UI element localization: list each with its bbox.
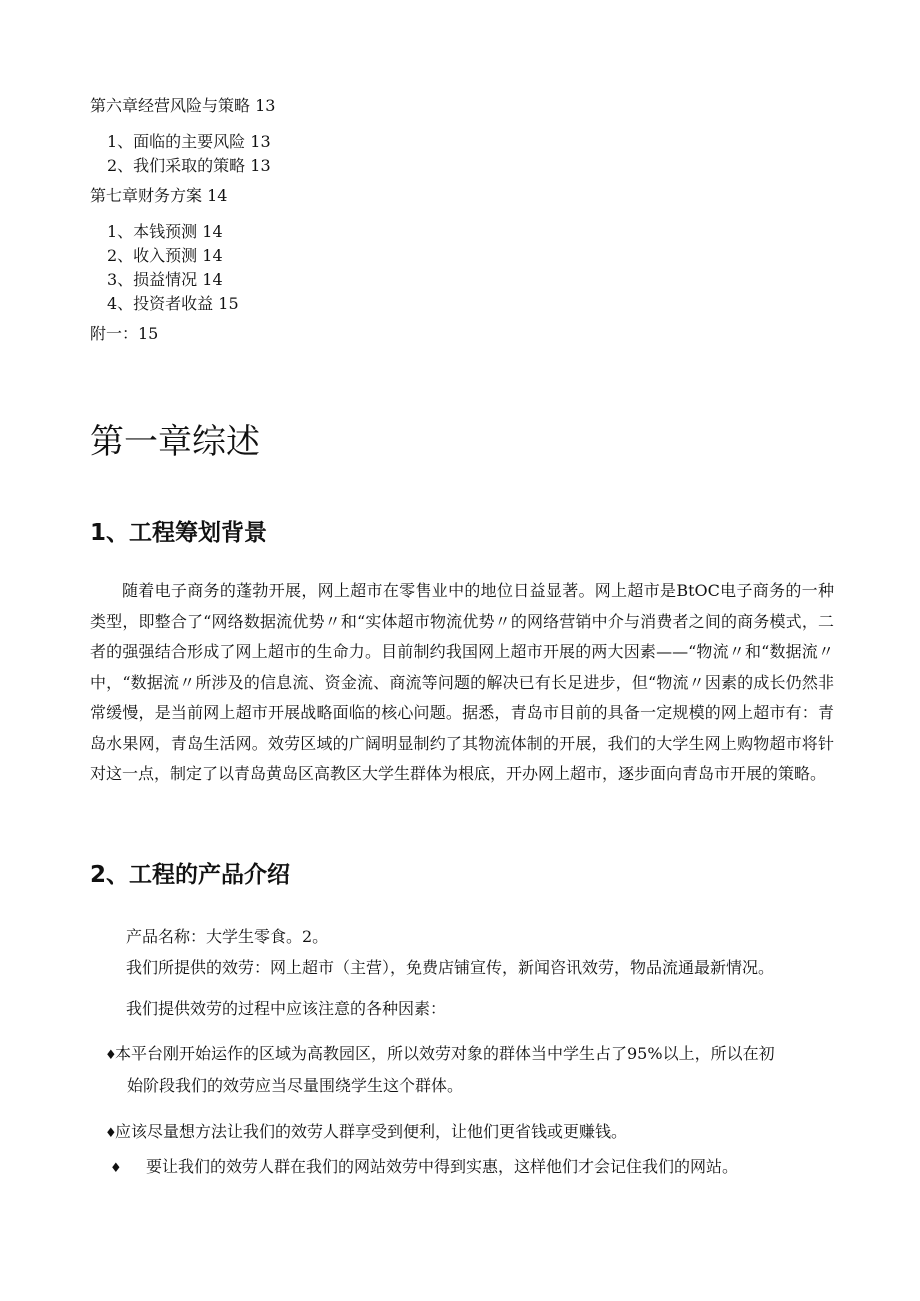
bullet-item <box>105 1117 825 1149</box>
bullet-text: 应该尽量想方法让我们的效劳人群享受到便利，让他们更省钱或更赚钱。 <box>115 1122 628 1141</box>
section-1-paragraph: 随着电子商务的蓬勃开展，网上超市在零售业中的地位日益显著。网上超市是BtOC电子商务的一种类型，即整合了“网络数据流优势〃和“实体超市物流优势〃的网络营销中介与消费者之间的商务模式，二者的强强结合形成了网上超市的生命力。目前制约我国网上超市开展的两大因素——“物流〃和“数据流〃中，“数据流〃所涉及的信息流、资金流、商流等问题的解决已有长足进步，但“物流〃因素的成长仍然非常缓慢，是当前网上超市开展战略面临的核心问题。据悉，青岛市目前的具备一定规模的网上超市有：青岛水果网，青岛生活网。效劳区域的广阔明显制约了其物流体制的开展，我们的大学生网上购物超市将针对这一点，制定了以青岛黄岛区高教区大学生群体为根底，开办网上超市，逐步面向青岛市开展的策略。 <box>90 581 834 783</box>
bullet-item <box>110 1152 830 1184</box>
toc-item-7-4[interactable]: 4、投资者收益 15 <box>107 294 239 313</box>
diamond-bullet-icon: ♦ <box>105 1048 117 1063</box>
toc-item-7-3[interactable]: 3、损益情况 14 <box>107 270 223 289</box>
diamond-bullet-icon: ♦ <box>105 1126 117 1141</box>
toc-item-7-1[interactable]: 1、本钱预测 14 <box>107 222 223 241</box>
factors-intro: 我们提供效劳的过程中应该注意的各种因素： <box>126 999 447 1018</box>
toc-appendix[interactable]: 附一：15 <box>90 324 159 343</box>
section-1-heading: 1、工程筹划背景 <box>90 520 268 546</box>
bullet-text: 本平台刚开始运作的区域为高教园区，所以效劳对象的群体当中学生占了95%以上，所以在初 <box>115 1044 775 1063</box>
bullet-item <box>105 1039 825 1101</box>
chapter-title: 第一章综述 <box>90 422 260 462</box>
toc-item-6-1[interactable]: 1、面临的主要风险 13 <box>107 132 271 151</box>
bullet-text: 要让我们的效劳人群在我们的网站效劳中得到实惠，这样他们才会记住我们的网站。 <box>146 1157 739 1176</box>
section-2-heading: 2、工程的产品介绍 <box>90 862 291 888</box>
services-line: 我们所提供的效劳：网上超市（主营），免费店铺宣传，新闻咨讯效劳，物品流通最新情况。 <box>126 958 775 977</box>
toc-item-6-2[interactable]: 2、我们采取的策略 13 <box>107 156 271 175</box>
diamond-bullet-icon: ♦ <box>110 1161 122 1176</box>
bullet-text-continued: 始阶段我们的效劳应当尽量围绕学生这个群体。 <box>127 1076 464 1095</box>
product-name: 产品名称：大学生零食。2。 <box>126 927 329 946</box>
toc-chapter-7[interactable]: 第七章财务方案 14 <box>90 186 228 205</box>
toc-chapter-6[interactable]: 第六章经营风险与策略 13 <box>90 96 276 115</box>
toc-item-7-2[interactable]: 2、收入预测 14 <box>107 246 223 265</box>
